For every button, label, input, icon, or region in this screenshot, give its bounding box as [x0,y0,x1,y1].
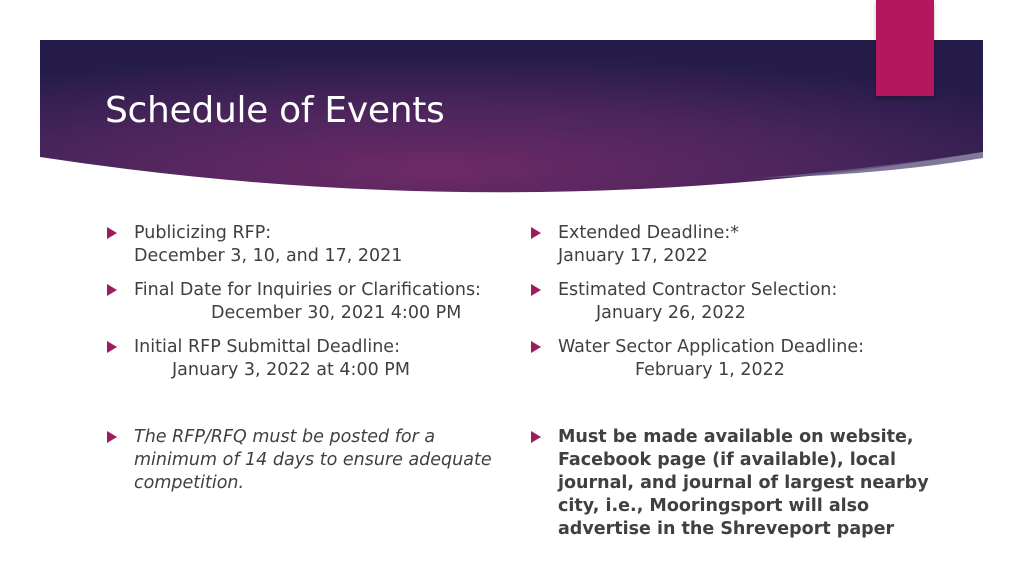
triangle-bullet-icon [531,227,541,239]
item-detail: January 17, 2022 [558,246,708,266]
accent-tab [876,0,934,96]
list-item-extended-deadline [529,222,929,268]
item-detail: December 3, 10, and 17, 2021 [134,246,403,266]
triangle-bullet-icon [531,284,541,296]
note-line: competition. [134,473,245,493]
triangle-bullet-icon [107,431,117,443]
item-detail: January 3, 2022 at 4:00 PM [172,360,410,380]
triangle-bullet-icon [107,284,117,296]
triangle-bullet-icon [107,227,117,239]
triangle-bullet-icon [531,341,541,353]
slide-title: Schedule of Events [105,90,445,131]
item-label: Estimated Contractor Selection: [558,280,838,300]
left-column [105,222,505,506]
item-label: Initial RFP Submittal Deadline: [134,337,400,357]
item-detail: January 26, 2022 [596,303,746,323]
item-detail: February 1, 2022 [635,360,785,380]
note-line: advertise in the Shreveport paper [558,519,895,539]
triangle-bullet-icon [531,431,541,443]
list-item-submittal [105,336,505,382]
item-label: Final Date for Inquiries or Clarifications: [134,280,481,300]
note-line: Must be made available on website, [558,427,914,447]
item-label: Water Sector Application Deadline: [558,337,865,357]
list-item-publicizing [105,222,505,268]
list-item-inquiries [105,279,505,325]
note-line: Facebook page (if available), local [558,450,896,470]
note-line: journal, and journal of largest nearby [558,473,929,493]
item-detail: December 30, 2021 4:00 PM [211,303,462,323]
list-item-water-sector [529,336,929,382]
note-line: city, i.e., Mooringsport will also [558,496,870,516]
right-column [529,222,929,552]
note-line: minimum of 14 days to ensure adequate [134,450,492,470]
list-item-contractor-selection [529,279,929,325]
item-label: Publicizing RFP: [134,223,272,243]
item-label: Extended Deadline:* [558,223,739,243]
list-item-advertising-note [529,426,929,541]
list-item-posting-note [105,426,505,495]
note-line: The RFP/RFQ must be posted for a [134,427,436,447]
triangle-bullet-icon [107,341,117,353]
